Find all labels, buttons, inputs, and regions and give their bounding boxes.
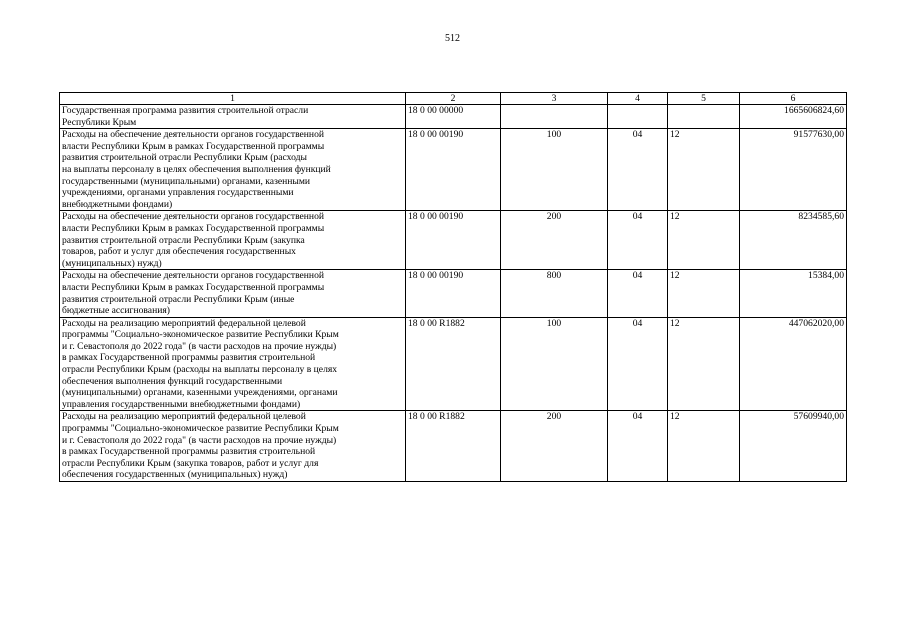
- table-row: [60, 211, 847, 270]
- description-line: на выплаты персоналу в целях обеспечения выполнения функций: [62, 163, 331, 175]
- amount-value: 57609940,00: [740, 411, 847, 482]
- column-header-5: 5: [668, 93, 740, 105]
- description-line: развития строительной отрасли Республики Крым (расходы: [62, 152, 307, 164]
- description-line: внебюджетными фондами): [62, 198, 173, 210]
- description-line: товаров, работ и услуг для обеспечения государственных: [62, 246, 296, 258]
- target-article-code: 18 0 00 00000: [406, 105, 501, 129]
- description-line: (муниципальными) органами, казенными учреждениями, органами: [62, 387, 338, 399]
- description-line: развития строительной отрасли Республики Крым (иные: [62, 293, 295, 305]
- expense-description: [60, 129, 406, 211]
- description-line: развития строительной отрасли Республики Крым (закупка: [62, 234, 305, 246]
- description-line: учреждениями, органами управления государственными: [62, 187, 294, 199]
- column-header-2: 2: [406, 93, 501, 105]
- column-header-1: 1: [60, 93, 406, 105]
- page-number: 512: [445, 33, 460, 44]
- description-line: власти Республики Крым в рамках Государственной программы: [62, 222, 325, 234]
- description-line: государственными (муниципальными) органами, казенными: [62, 175, 311, 187]
- section-code: 04: [608, 129, 668, 211]
- target-article-code: 18 0 00 00190: [406, 211, 501, 270]
- description-line: Расходы на обеспечение деятельности органов государственной: [62, 129, 325, 141]
- budget-table-body: [60, 93, 847, 482]
- table-row: [60, 270, 847, 317]
- target-article-code: 18 0 00 00190: [406, 129, 501, 211]
- expense-description: [60, 411, 406, 482]
- expense-type-code: 100: [501, 317, 608, 411]
- amount-value: 8234585,60: [740, 211, 847, 270]
- expense-type-code: 200: [501, 411, 608, 482]
- column-header-6: 6: [740, 93, 847, 105]
- description-line: отрасли Республики Крым (расходы на выплаты персоналу в целях: [62, 364, 338, 376]
- expense-type-code: 800: [501, 270, 608, 317]
- table-row: [60, 105, 847, 129]
- budget-table: [59, 92, 847, 482]
- subsection-code: 12: [668, 411, 740, 482]
- description-line: власти Республики Крым в рамках Государственной программы: [62, 140, 325, 152]
- description-line: в рамках Государственной программы развития строительной: [62, 446, 316, 458]
- description-line: бюджетные ассигнования): [62, 305, 170, 317]
- description-line: и г. Севастополя до 2022 года" (в части расходов на прочие нужды): [62, 434, 337, 446]
- column-number-row: [60, 93, 847, 105]
- expense-description: [60, 105, 406, 129]
- description-line: Расходы на обеспечение деятельности органов государственной: [62, 270, 325, 282]
- subsection-code: 12: [668, 270, 740, 317]
- description-line: (муниципальных) нужд): [62, 257, 162, 269]
- table-row: [60, 411, 847, 482]
- description-line: обеспечения государственных (муниципальных) нужд): [62, 469, 288, 481]
- description-line: и г. Севастополя до 2022 года" (в части расходов на прочие нужды): [62, 340, 337, 352]
- section-code: 04: [608, 211, 668, 270]
- description-line: обеспечения выполнения функций государственными: [62, 375, 283, 387]
- expense-description: [60, 317, 406, 411]
- subsection-code: 12: [668, 317, 740, 411]
- column-header-3: 3: [501, 93, 608, 105]
- expense-type-code: 100: [501, 129, 608, 211]
- target-article-code: 18 0 00 R1882: [406, 411, 501, 482]
- expense-type-code: 200: [501, 211, 608, 270]
- section-code: 04: [608, 317, 668, 411]
- target-article-code: 18 0 00 00190: [406, 270, 501, 317]
- expense-description: [60, 211, 406, 270]
- description-line: Республики Крым: [62, 116, 137, 128]
- description-line: управления государственными внебюджетными фондами): [62, 398, 301, 410]
- description-line: в рамках Государственной программы развития строительной: [62, 352, 316, 364]
- description-line: программы "Социально-экономическое развитие Республики Крым: [62, 329, 339, 341]
- table-row: [60, 129, 847, 211]
- target-article-code: 18 0 00 R1882: [406, 317, 501, 411]
- expense-type-code: [501, 105, 608, 129]
- description-line: отрасли Республики Крым (закупка товаров, работ и услуг для: [62, 457, 319, 469]
- description-line: Расходы на обеспечение деятельности органов государственной: [62, 211, 325, 223]
- section-code: 04: [608, 411, 668, 482]
- description-line: программы "Социально-экономическое развитие Республики Крым: [62, 423, 339, 435]
- table-row: [60, 317, 847, 411]
- subsection-code: 12: [668, 129, 740, 211]
- description-line: Государственная программа развития строительной отрасли: [62, 105, 309, 116]
- column-header-4: 4: [608, 93, 668, 105]
- section-code: 04: [608, 270, 668, 317]
- amount-value: 447062020,00: [740, 317, 847, 411]
- description-line: власти Республики Крым в рамках Государственной программы: [62, 281, 325, 293]
- section-code: [608, 105, 668, 129]
- amount-value: 15384,00: [740, 270, 847, 317]
- amount-value: 91577630,00: [740, 129, 847, 211]
- subsection-code: 12: [668, 211, 740, 270]
- subsection-code: [668, 105, 740, 129]
- description-line: Расходы на реализацию мероприятий федеральной целевой: [62, 317, 306, 329]
- amount-value: 1665606824,60: [740, 105, 847, 129]
- description-line: Расходы на реализацию мероприятий федеральной целевой: [62, 411, 306, 423]
- expense-description: [60, 270, 406, 317]
